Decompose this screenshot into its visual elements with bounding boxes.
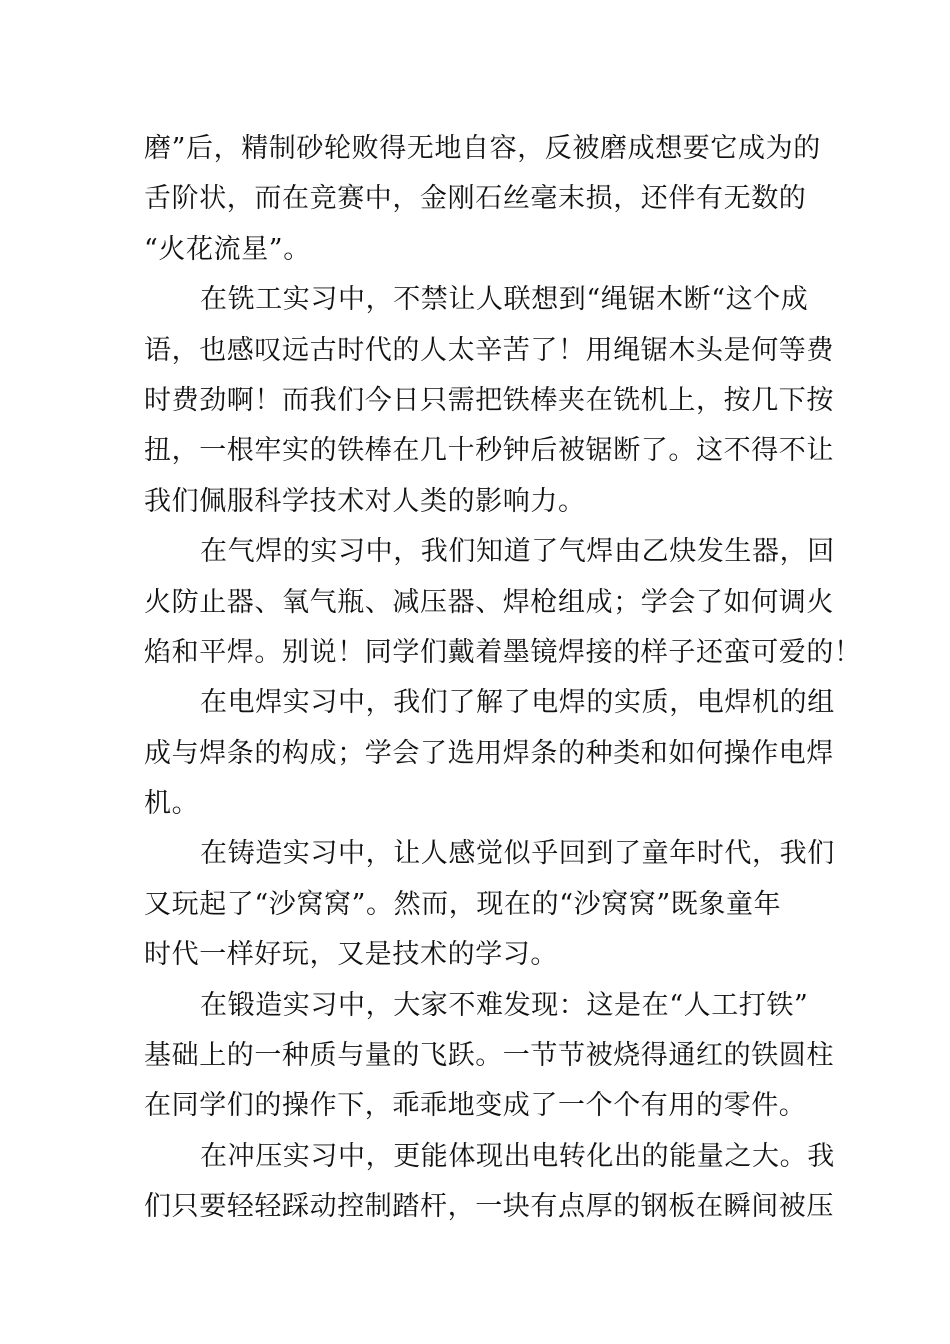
paragraph-start-line: 在铸造实习中，让人感觉似乎回到了童年时代，我们 bbox=[200, 838, 835, 870]
paragraph-start-line: 在气焊的实习中，我们知道了气焊由乙炔发生器，回 bbox=[200, 536, 835, 568]
document-body-text bbox=[144, 124, 862, 1233]
text-line: “火花流星”。 bbox=[144, 233, 311, 265]
text-line: 时费劲啊！而我们今日只需把铁棒夹在铣机上，按几下按 bbox=[144, 384, 834, 416]
text-line: 扭，一根牢实的铁棒在几十秒钟后被锯断了。这不得不让 bbox=[144, 435, 834, 467]
paragraph-start-line: 在电焊实习中，我们了解了电焊的实质，电焊机的组 bbox=[200, 687, 835, 719]
text-line: 在同学们的操作下，乖乖地变成了一个个有用的零件。 bbox=[144, 1090, 807, 1122]
text-line: 成与焊条的构成；学会了选用焊条的种类和如何操作电焊 bbox=[144, 737, 834, 769]
text-line: 火防止器、氧气瓶、减压器、焊枪组成；学会了如何调火 bbox=[144, 586, 834, 618]
paragraph-start-line: 在锻造实习中，大家不难发现：这是在“人工打铁” bbox=[200, 989, 809, 1021]
text-line: 焰和平焊。别说！同学们戴着墨镜焊接的样子还蛮可爱的！ bbox=[144, 636, 862, 668]
text-line: 们只要轻轻踩动控制踏杆，一块有点厚的钢板在瞬间被压 bbox=[144, 1191, 834, 1223]
paragraph-start-line: 在冲压实习中，更能体现出电转化出的能量之大。我 bbox=[200, 1140, 835, 1172]
text-line: 舌阶状，而在竞赛中，金刚石丝毫末损，还伴有无数的 bbox=[144, 183, 807, 215]
text-line: 基础上的一种质与量的飞跃。一节节被烧得通红的铁圆柱 bbox=[144, 1040, 834, 1072]
text-line: 机。 bbox=[144, 788, 200, 820]
text-line: 磨”后，精制砂轮败得无地自容，反被磨成想要它成为的 bbox=[144, 133, 821, 164]
paragraph-start-line: 在铣工实习中，不禁让人联想到“绳锯木断“这个成 bbox=[200, 284, 809, 316]
text-line: 时代一样好玩，又是技术的学习。 bbox=[144, 939, 558, 971]
text-line: 我们佩服科学技术对人类的影响力。 bbox=[144, 485, 586, 517]
text-line: 语，也感叹远古时代的人太辛苦了！用绳锯木头是何等费 bbox=[144, 334, 834, 366]
text-line: 又玩起了“沙窝窝”。然而，现在的“沙窝窝”既象童年 bbox=[144, 888, 782, 920]
